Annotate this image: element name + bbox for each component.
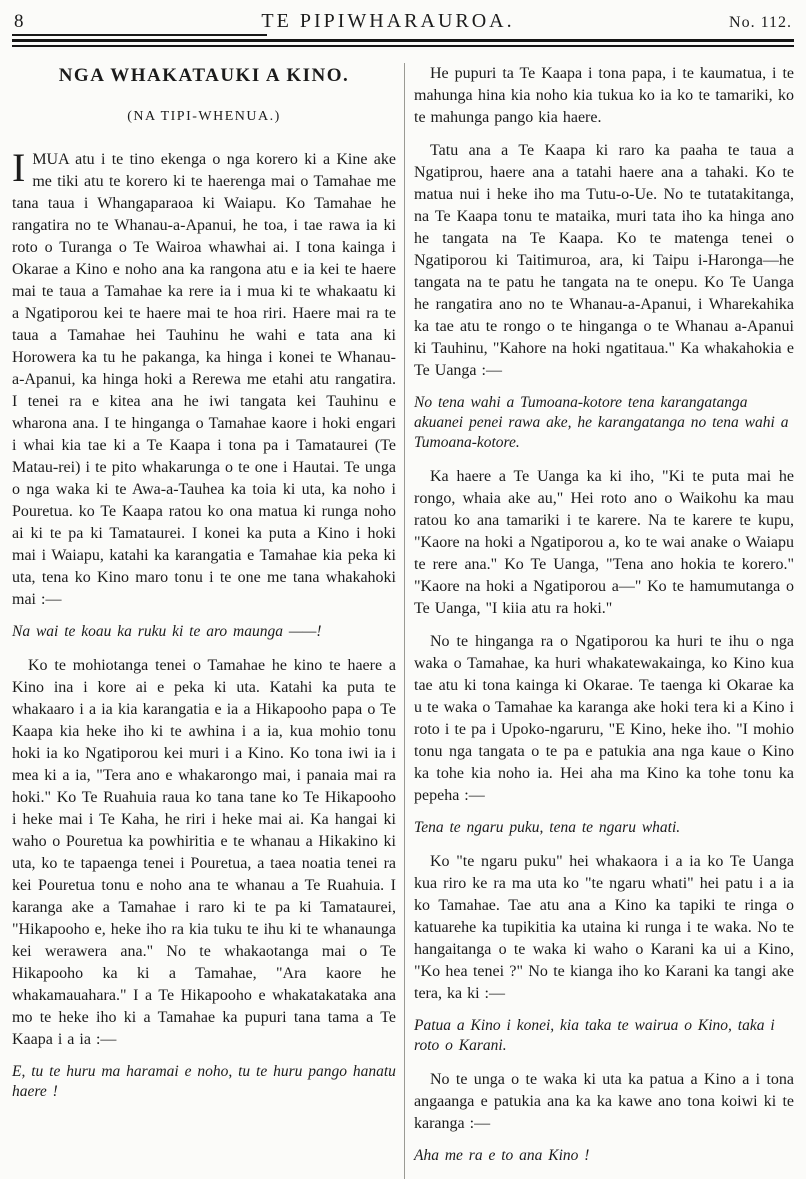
article-title: NGA WHAKATAUKI A KINO.: [58, 65, 350, 86]
right-column: [414, 63, 794, 1179]
proverb-quote: Na wai te koau ka ruku ki te aro maunga ——!: [12, 623, 322, 640]
paragraph: Tatu ana a Te Kaapa ki raro ka paaha te taua a Ngatiprou, haere ana a tatahi haere ana a tahaki. Ko te matua nui i heke iho ma Tutu-o-Ue. No te tutatakitanga, na Te Kaapa tonu te mataika, muri tata iho ka hinga ano he tangata na Te Kaapa. Ko te matenga tenei o Ngatiporou ki Taitimuroa, ara, ki Taipu i-Haronga—he tangata na te patu he tangata na te onepu. Ko Te Uanga he rangatira ano no te Whanau-a-Apanui, i Wharekahika ka tae atu te rongo o te hinganga o te Whanau a-Apanui ki Tauhinu, "Kahore na hoki ngatitaua." Ka whakahokia e Te Uanga :—: [414, 142, 794, 379]
issue-number: No. 112.: [729, 14, 792, 31]
proverb-quote: Aha me ra e to ana Kino !: [414, 1147, 590, 1164]
proverb-quote: E, tu te huru ma haramai e noho, tu te huru pango hanatu haere !: [12, 1063, 396, 1100]
article-byline: (NA TIPI-WHENUA.): [127, 109, 281, 124]
paragraph: Ko te mohiotanga tenei o Tamahae he kino te haere a Kino ina i kore ai e peka ki uta. Katahi ka puta te whakaaro i a ia kia karangatia e ia a Hikapooho papa o Te Kaapa kia heke iho ki te awhina i a ia, kua mohio tonu hoki ia ko Ngatiporou kei muri i a Kino. Ko tona iwi ia i mea ki a ia, "Tera ano e whakarongo mai, i panaia mai ra hoki." Ko Te Ruahuia raua ko tana tane ko Te Hikapooho i heke mai i Te Kaha, he riri i heke mai ai. Ka hangai ki waho o Pouretua ka powhiritia e te whanau a Hikakino ki uta, ko te tapaenga tenei i Pouretua, a taea noatia tenei ra kei Pouretua tonu e noho ana te whanau a Te Ruahuia. I karanga ake a Tamahae i raro ki te pa ki Tamataurei, "Hikapooho e, heke iho ra kia tuku te ihu ki te whanaunga kei werawera ana." No te whakaotanga mai o Te Hikapooho ka ki a Tamahae, "Ara kaore he whakamauahara." I a Te Hikapooho e whakatakataka ana mo te heke iho ki a Tamahae ka pupuri tana tama a Te Kaapa i a ia :—: [12, 657, 396, 1048]
paragraph: He pupuri ta Te Kaapa i tona papa, i te kaumatua, i te mahunga hina kia noho kia tukua ko ia ko te tamariki, ko te mahunga pango kia haere.: [414, 65, 794, 126]
column-divider-rule: [404, 63, 405, 1179]
proverb-quote: No tena wahi a Tumoana-kotore tena karangatanga akuanei penei rawa ake, he karangatanga no tena wahi a Tumoana-kotore.: [414, 394, 789, 451]
proverb-quote: Tena te ngaru puku, tena te ngaru whati.: [414, 819, 681, 836]
header-double-rule: [12, 39, 794, 47]
drop-cap-initial: I: [12, 145, 26, 190]
paragraph-text: MUA atu i te tino ekenga o nga korero ki a Kine ake me tiki atu te korero ki te haerenga mai o Tamahae me tana taua i Whangaparaoa ki Waiapu. Ko Tamahae he rangatira no te Whanau-a-Apanui, he toa, i tae rawa ia ki roto o Turanga o Te Wairoa whawhai ai. I tona kainga i Okarae a Kino e noho ana ka rangona atu e ia kei te haere mai te taua a Tamahae ka rere ia i mua ki te whakaatu ki a Ngatiporou kei te haere mai te hoa riri. Haere mai ra te taua a Tamahae hei Tauhinu he wahi e tata ana ki Horowera ka tu he pakanga, ka hinga i konei te Whanau-a-Apanui, ka hinga hoki a Rerewa me etahi atu rangatira. I tenei ra e kitea ana he iwi tangata kei Tauhinu e wharona ana. I te hinganga o Tamahae kaore i hoki engari i whai kia tae ki a Te Kaapa i tona pa i Tamataurei (Te Matau-rei) i te pito whakarunga o te one i Hautai. Te unga o nga waka ki te Awa-a-Tauhea ka toia ki uta, ka noho i Pouretua. ko Te Kaapa ratou ko ona matua ki runga noho ai ki te pa ki Tamataurei. I konei ka puta a Kino i hoki mai i Waiapu, katahi ka karangatia e Tamahae kia peka ki uta, tena ko Kino maro tonu i te one me tana whakahoki mai :—: [12, 151, 396, 608]
paragraph: Ko "te ngaru puku" hei whakaora i a ia ko Te Uanga kua riro ke ra ma uta ko "te ngaru whati" hei patu i a ia ko Tamahae. Tae atu ana a Kino ka tapiki te ringa o katuarehe ka tupikitia ka utaina ki runga i te waka. No te hangaitanga o te waka ki waho o Karani ka ui a Kino, "Ko hea tenei ?" No te kianga iho ko Karani ka tangi ake tera, ka ki :—: [414, 853, 794, 1002]
left-column: [12, 63, 396, 1179]
paragraph: [12, 145, 396, 611]
page-number: 8: [14, 11, 25, 32]
paragraph: No te unga o te waka ki uta ka patua a Kino a i tona angaanga e patukia ana ka ka kawe ano tona koiwi ki te karanga :—: [414, 1071, 794, 1132]
proverb-quote: Patua a Kino i konei, kia taka te wairua o Kino, taka i roto o Karani.: [414, 1017, 775, 1054]
masthead-title: TE PIPIWHARAUROA.: [261, 10, 515, 32]
paragraph: No te hinganga ra o Ngatiporou ka huri te ihu o nga waka o Tamahae, ka huri whakatewakainga, ko Kino kua tae atu ki tona kainga ki Okarae. Te taenga ki Okarae ka u te waka o Tamahae ka karanga ake hoki tera ki a Kino i roto i te pa i Upoko-ngaruru, "E Kino, heke iho. "I mohio tonu nga tangata o te pa e patukia ana nga kaue o Kino ka tohe kia noho ia. Hei aha ma Kino ka tohe tonu ka pepeha :—: [414, 633, 794, 804]
article-columns: [12, 63, 794, 1179]
running-head: [12, 10, 794, 33]
paragraph: Ka haere a Te Uanga ka ki iho, "Ki te puta mai he rongo, whaia ake au," Hei roto ano o Waikohu ka mau ratou ko ana tamariki i te karere. Na te karere te kupu, "Kaore na hoki a Ngatiporou a, ko te wai anake o Waiapu te rere ana." Ko Te Uanga, "Tena ano hokia te korero." "Kaore na hoki a Ngatiporou a—" Ko te hamumutanga o Te Uanga, "I kiia atu ra hoki.": [414, 468, 794, 617]
partial-rule: [12, 34, 267, 36]
